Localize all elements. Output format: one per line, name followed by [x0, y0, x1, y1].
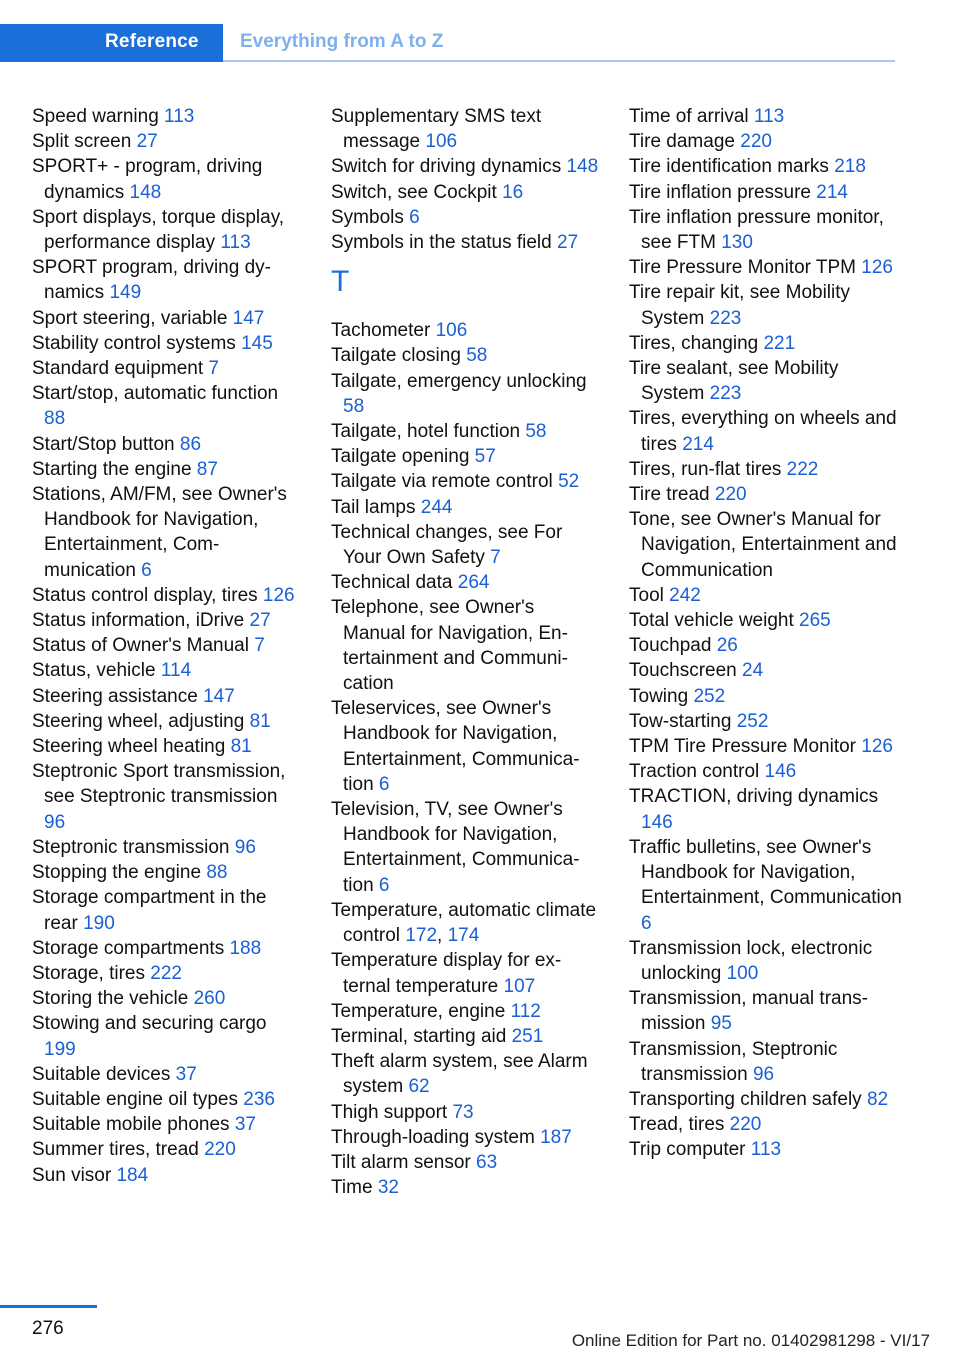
index-entry: Temperature, automatic climate control 172, 174	[331, 899, 597, 947]
index-entry	[32, 255, 302, 305]
index-entry	[32, 154, 302, 204]
page-link[interactable]: 146	[764, 761, 797, 783]
page-link[interactable]: 145	[241, 332, 273, 354]
index-column-2	[331, 104, 601, 1200]
index-entry	[331, 104, 601, 154]
page-link[interactable]: 88	[44, 408, 66, 430]
index-entry-text: Steering wheel heating	[32, 736, 226, 758]
page-link[interactable]: 106	[425, 131, 458, 153]
index-entry-text: Transmission, Steptronic transmission	[629, 1038, 838, 1085]
index-entry-text: Stowing and securing cargo	[32, 1013, 267, 1035]
page-link[interactable]: 214	[816, 181, 848, 203]
index-entry-text: Tachometer	[331, 320, 431, 342]
index-entry	[629, 482, 904, 507]
page-link[interactable]: 146	[641, 811, 673, 833]
index-entry	[331, 444, 601, 469]
page-link[interactable]: 27	[136, 131, 158, 153]
index-entry	[32, 432, 302, 457]
index-entry-text: Time of arrival	[629, 106, 749, 127]
page-link[interactable]: 149	[109, 282, 142, 304]
index-entry-text: Tire sealant, see Mobility System	[629, 358, 839, 405]
index-entry-text: Thigh support	[331, 1101, 448, 1123]
page-link[interactable]: 172	[405, 925, 438, 947]
index-entry-text: Theft alarm system, see Alarm system	[331, 1051, 588, 1098]
index-entry	[32, 205, 302, 255]
index-entry	[629, 406, 904, 456]
index-entry	[331, 948, 601, 998]
index-entry	[32, 936, 302, 961]
index-entry	[629, 1112, 904, 1137]
index-entry	[32, 759, 302, 835]
index-entry	[32, 356, 302, 381]
index-entry	[629, 784, 904, 834]
index-entry	[629, 759, 904, 784]
page-link[interactable]: 37	[234, 1114, 256, 1136]
page-link[interactable]: 107	[503, 975, 536, 997]
index-entry	[331, 1100, 601, 1125]
edition-note: Online Edition for Part no. 01402981298 - VI/17	[571, 1331, 930, 1350]
section-tab-reference[interactable]: Reference	[0, 24, 223, 62]
index-entry	[331, 369, 601, 419]
index-entry-text: Tilt alarm sensor	[331, 1151, 471, 1173]
page-link[interactable]: 126	[262, 584, 295, 606]
index-column-3	[629, 104, 904, 1163]
index-entry-text: Status, vehicle	[32, 660, 156, 682]
index-entry	[629, 1087, 904, 1112]
index-entry	[32, 457, 302, 482]
page-link[interactable]: 252	[736, 710, 769, 732]
index-entry	[629, 734, 904, 759]
page-link[interactable]: 265	[799, 610, 831, 632]
page-number: 276	[32, 1318, 64, 1339]
page-link[interactable]: 222	[150, 962, 182, 984]
page-link[interactable]: 7	[254, 635, 265, 657]
page-link[interactable]: 264	[457, 572, 490, 594]
page-link[interactable]: 62	[408, 1076, 430, 1098]
page-link[interactable]: 37	[175, 1063, 197, 1085]
index-entry-text: Symbols	[331, 206, 404, 228]
index-entry-text: Tread, tires	[629, 1114, 725, 1136]
index-entry-text: Tail lamps	[331, 496, 416, 518]
index-entry-text: SPORT+ - program, driving dynamics	[32, 156, 263, 203]
index-entry	[331, 419, 601, 444]
page-link[interactable]: 6	[378, 874, 390, 896]
index-entry	[629, 180, 904, 205]
index-entry-text: Tire Pressure Monitor TPM	[629, 257, 856, 279]
index-entry	[331, 570, 601, 595]
page-link[interactable]: 96	[44, 811, 66, 833]
index-entry	[629, 835, 904, 936]
index-entry-text: Terminal, starting aid	[331, 1025, 507, 1047]
index-entry	[32, 658, 302, 683]
index-entry	[32, 633, 302, 658]
page-link[interactable]: 100	[726, 962, 759, 984]
page-link[interactable]: 188	[229, 937, 262, 959]
index-entry	[32, 986, 302, 1011]
page-link[interactable]: 96	[234, 836, 256, 858]
index-entry-text: Tailgate, hotel function	[331, 421, 521, 443]
index-entry-text: Status control display, tires	[32, 584, 258, 606]
index-entry-text: Speed warning	[32, 106, 159, 127]
index-entry-text: TRACTION, driving dynamics	[629, 786, 879, 808]
index-entry	[629, 457, 904, 482]
page-link[interactable]: 106	[435, 320, 468, 342]
section-tab-everything-a-to-z[interactable]: Everything from A to Z	[223, 24, 895, 62]
index-entry	[32, 129, 302, 154]
index-entry-text: Time	[331, 1177, 373, 1199]
page-link[interactable]: 113	[220, 232, 251, 254]
page-link[interactable]: 126	[861, 257, 893, 279]
index-entry-text: Steptronic transmission	[32, 836, 230, 858]
index-entry	[331, 1125, 601, 1150]
page-link[interactable]: 218	[834, 156, 866, 178]
page-link[interactable]: 58	[466, 345, 488, 367]
index-entry	[629, 104, 904, 129]
index-entry	[32, 381, 302, 431]
index-entry	[629, 331, 904, 356]
index-entry-text: Towing	[629, 685, 689, 707]
page-link[interactable]: 81	[249, 710, 271, 732]
index-entry	[629, 255, 904, 280]
index-entry-text: Sun visor	[32, 1164, 112, 1186]
index-entry	[32, 306, 302, 331]
page-link[interactable]: 223	[709, 383, 742, 405]
page-link[interactable]: 113	[753, 106, 785, 127]
page-link[interactable]: 252	[693, 685, 726, 707]
index-entry	[629, 507, 904, 583]
page-link[interactable]: 220	[740, 131, 772, 153]
index-entry-text: Storage compartment in the rear	[32, 887, 267, 934]
index-entry-text: Suitable devices	[32, 1063, 171, 1085]
index-entry-text: Stations, AM/FM, see Owner's Handbook for Navigation, Entertainment, Communication	[32, 484, 287, 581]
page-link[interactable]: 82	[866, 1088, 889, 1110]
index-entry	[629, 129, 904, 154]
index-entry	[331, 318, 601, 343]
index-entry-text: Tires, run-flat tires	[629, 458, 782, 480]
page-link[interactable]: 113	[164, 106, 195, 127]
index-entry-text: Suitable engine oil types	[32, 1088, 238, 1110]
index-entry	[32, 1087, 302, 1112]
page-link[interactable]: 26	[716, 635, 738, 657]
page-header	[0, 24, 895, 62]
page-link[interactable]: 147	[203, 685, 235, 707]
index-entry	[331, 230, 601, 255]
index-entry-text: Traffic bulletins, see Owner's Handbook for Navigation, Entertainment, Communication	[629, 836, 902, 909]
index-entry	[32, 709, 302, 734]
index-entry-text: Tailgate closing	[331, 345, 461, 367]
index-entry-text: Transmission, manual transmission	[629, 988, 868, 1035]
index-entry	[331, 595, 601, 696]
page-link[interactable]: 27	[249, 610, 271, 632]
index-entry	[32, 1137, 302, 1162]
index-entry	[32, 1062, 302, 1087]
page-link[interactable]: 16	[502, 181, 524, 203]
index-entry	[32, 608, 302, 633]
index-entry	[331, 495, 601, 520]
index-entry-text: Starting the engine	[32, 458, 192, 480]
page-link[interactable]: 114	[160, 660, 192, 682]
page-link[interactable]: 184	[116, 1164, 149, 1186]
page-link[interactable]: 113	[750, 1139, 782, 1161]
page-link[interactable]: 6	[409, 206, 420, 228]
index-entry	[32, 734, 302, 759]
index-entry-text: Through-loading system	[331, 1126, 535, 1148]
index-entry-text: Tire identification marks	[629, 156, 829, 178]
index-entry	[629, 608, 904, 633]
index-entry-text: Tire inflation pressure	[629, 181, 811, 203]
index-entry	[331, 1150, 601, 1175]
index-entry-text: Steering wheel, adjusting	[32, 710, 245, 732]
index-entry	[32, 583, 302, 608]
index-entry	[32, 961, 302, 986]
page-link[interactable]: 58	[525, 421, 547, 443]
index-entry-text: Storage compartments	[32, 937, 225, 959]
page-link[interactable]: 88	[206, 862, 228, 884]
index-entry-text: Stability control systems	[32, 332, 236, 354]
page-link[interactable]: 6	[641, 912, 652, 934]
index-entry	[331, 1175, 601, 1200]
index-entry	[32, 331, 302, 356]
index-entry-text: Suitable mobile phones	[32, 1114, 230, 1136]
index-entry-text: Tires, everything on wheels and tires	[629, 408, 897, 455]
index-entry-text: Split screen	[32, 131, 132, 153]
page-link[interactable]: 96	[752, 1063, 775, 1085]
index-entry	[629, 583, 904, 608]
page-link[interactable]: 260	[193, 988, 226, 1010]
page-link[interactable]: 221	[763, 332, 796, 354]
index-entry-text: Tire damage	[629, 131, 735, 153]
index-entry-text: Status information, iDrive	[32, 610, 245, 632]
index-entry	[629, 280, 904, 330]
index-entry-text: Telephone, see Owner's Manual for Navigation, Entertainment and Communication	[331, 597, 568, 695]
index-entry-text: Tool	[629, 584, 664, 606]
index-entry-text: Teleservices, see Owner's Handbook for Navigation, Entertainment, Communication	[331, 698, 580, 795]
index-entry-text: Technical data	[331, 572, 453, 594]
index-entry-text: Tire tread	[629, 484, 710, 506]
page-link[interactable]: 63	[476, 1151, 498, 1173]
index-entry-text: Switch, see Cockpit	[331, 181, 497, 203]
page-link[interactable]: 57	[474, 446, 496, 468]
index-entry-text: Steering assistance	[32, 685, 198, 707]
index-entry	[629, 633, 904, 658]
index-entry-text: Touchpad	[629, 635, 712, 657]
index-entry-text: Total vehicle weight	[629, 610, 794, 632]
index-entry-text: Steptronic Sport transmission, see Steptronic transmission	[32, 761, 286, 808]
index-entry-text: Stopping the engine	[32, 862, 202, 884]
index-entry	[32, 835, 302, 860]
index-entry	[331, 520, 601, 570]
index-entry-text: Trip computer	[629, 1139, 746, 1161]
index-entry	[331, 999, 601, 1024]
page-link[interactable]: 214	[682, 433, 714, 455]
index-entry-text: Tires, changing	[629, 332, 759, 354]
index-entry-text: Supplementary SMS text message	[331, 106, 542, 153]
index-entry-text: Storage, tires	[32, 962, 145, 984]
page-link[interactable]: 174	[447, 925, 480, 947]
index-entry-text: Temperature, engine	[331, 1000, 506, 1022]
index-entry-text: Symbols in the status field	[331, 232, 552, 254]
page-link[interactable]: 52	[558, 471, 580, 493]
page-link[interactable]: 112	[510, 1000, 541, 1022]
page-link[interactable]: 81	[230, 736, 252, 758]
index-entry-text: Start/stop, automatic function	[32, 383, 279, 405]
index-entry-text: Sport displays, torque display, performance display	[32, 206, 285, 254]
index-entry-text: Transporting children safely	[629, 1088, 862, 1110]
page-link[interactable]: 199	[44, 1038, 76, 1060]
page-link[interactable]: 220	[729, 1114, 762, 1136]
page-link[interactable]: 148	[129, 181, 162, 203]
index-entry-text: Switch for driving dynamics	[331, 156, 562, 178]
index-entry	[331, 205, 601, 230]
page-link[interactable]: 58	[343, 395, 365, 417]
index-entry	[629, 1137, 904, 1162]
index-entry-text: Temperature, automatic climate control	[331, 899, 597, 947]
page-link[interactable]: 220	[204, 1139, 236, 1161]
index-entry-text: Tire repair kit, see Mobility System	[629, 282, 851, 329]
page-link[interactable]: 87	[196, 458, 218, 480]
index-entry	[32, 1163, 302, 1188]
index-entry-text: SPORT program, driving dynamics	[32, 257, 271, 304]
page-link[interactable]: 244	[420, 496, 453, 518]
index-entry	[331, 1024, 601, 1049]
page-link[interactable]: 190	[83, 912, 115, 934]
index-entry	[331, 180, 601, 205]
page-link[interactable]: 6	[378, 773, 390, 795]
page-link[interactable]: 251	[511, 1025, 544, 1047]
index-entry-text: Summer tires, tread	[32, 1139, 199, 1161]
page-link[interactable]: 187	[540, 1126, 572, 1148]
index-entry-text: Tailgate, emergency unlocking	[331, 370, 587, 392]
index-entry	[331, 696, 601, 797]
index-entry	[629, 709, 904, 734]
index-entry-text: Touchscreen	[629, 660, 737, 682]
index-entry	[32, 860, 302, 885]
page-link[interactable]: 7	[208, 358, 219, 380]
index-entry-text: Technical changes, see For Your Own Safety	[331, 521, 563, 569]
index-entry-text: Standard equipment	[32, 358, 204, 380]
index-entry	[331, 797, 601, 898]
index-entry-text: Sport steering, variable	[32, 307, 228, 329]
page-link[interactable]: 32	[377, 1177, 399, 1199]
index-entry-text: Start/Stop button	[32, 433, 175, 455]
page-link[interactable]: 6	[141, 559, 152, 581]
page-link[interactable]: 27	[557, 232, 579, 254]
index-entry	[629, 1037, 904, 1087]
index-entry	[629, 154, 904, 179]
index-entry	[629, 936, 904, 986]
index-entry	[32, 482, 302, 583]
index-entry	[331, 343, 601, 368]
index-entry-text: TPM Tire Pressure Monitor	[629, 736, 856, 758]
index-entry-text: Tailgate via remote control	[331, 471, 553, 493]
index-entry	[629, 658, 904, 683]
index-entry-text: Television, TV, see Owner's Handbook for Navigation, Entertainment, Communication	[331, 799, 580, 896]
page-link[interactable]: 147	[232, 307, 265, 329]
page-link[interactable]: 236	[243, 1088, 275, 1110]
index-entry	[331, 154, 601, 179]
index-entry-text: Traction control	[629, 761, 760, 783]
index-entry-text: Storing the vehicle	[32, 988, 189, 1010]
index-entry	[629, 205, 904, 255]
index-entry-text: Transmission lock, electronic unlocking	[629, 937, 873, 984]
index-column-1	[32, 104, 302, 1188]
page-link[interactable]: 222	[786, 458, 819, 480]
page-link[interactable]: 130	[721, 232, 753, 254]
index-entry-text: Tow-starting	[629, 710, 732, 732]
page-link[interactable]: 242	[669, 584, 701, 606]
index-entry-text: Tailgate opening	[331, 446, 470, 468]
index-entry	[629, 986, 904, 1036]
page-link[interactable]: 126	[861, 736, 893, 758]
index-entry	[629, 684, 904, 709]
index-entry-text: Tire inflation pressure monitor, see FTM	[629, 206, 884, 254]
footer-rule	[0, 1305, 97, 1308]
index-entry	[32, 1112, 302, 1137]
index-entry-text: Tone, see Owner's Manual for Navigation, Entertainment and Communication	[629, 509, 897, 581]
index-entry	[32, 885, 302, 935]
index-entry-text: Status of Owner's Manual	[32, 635, 249, 657]
page-link[interactable]: 95	[710, 1013, 732, 1035]
index-entry-text: Temperature display for external temperature	[331, 950, 562, 997]
page-link[interactable]: 223	[709, 307, 742, 329]
page-link[interactable]: 148	[566, 156, 599, 178]
index-entry	[32, 684, 302, 709]
page-link[interactable]: 220	[714, 484, 747, 506]
index-entry	[32, 104, 302, 129]
index-entry	[331, 469, 601, 494]
page-link[interactable]: 86	[179, 433, 202, 455]
page-link[interactable]: 24	[742, 660, 764, 682]
page-link[interactable]: 7	[490, 547, 501, 569]
page-link[interactable]: 73	[452, 1101, 474, 1123]
index-entry	[331, 1049, 601, 1099]
index-letter-heading: T	[331, 265, 350, 299]
index-entry	[629, 356, 904, 406]
index-entry	[32, 1011, 302, 1061]
